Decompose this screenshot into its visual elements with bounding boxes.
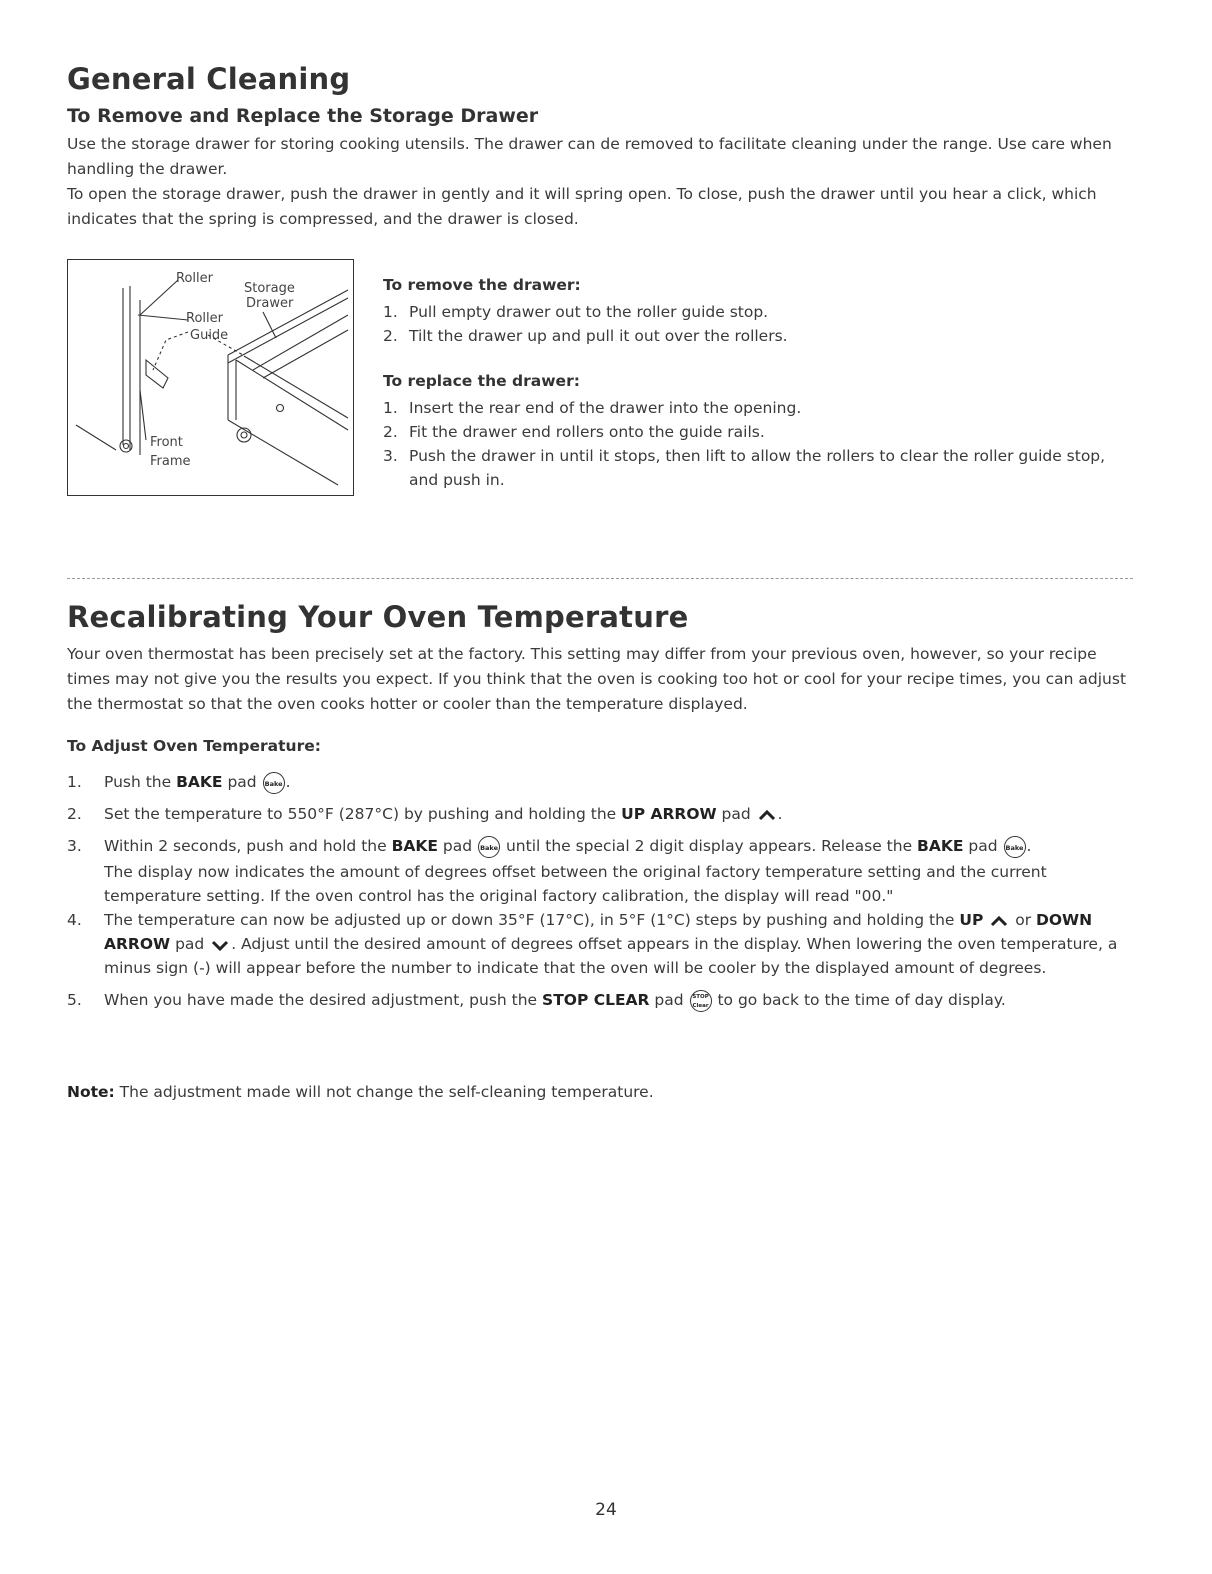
note-text: The adjustment made will not change the self-cleaning temperature.	[114, 1083, 654, 1101]
remove-drawer-heading: To remove the drawer:	[383, 276, 581, 294]
list-item: 1. Insert the rear end of the drawer into the opening.	[383, 399, 802, 417]
list-item: 3. Within 2 seconds, push and hold the BAKE pad Bake until the special 2 digit display appears. Release the BAKE pad Bake . The display now indicates the amount of degrees offset between the original factory temperature setting and the current temperature setting. If the oven control has the original factory calibration, the display will read "00."	[67, 834, 1142, 908]
label-guide: Guide	[190, 328, 229, 343]
list-item: 5. When you have made the desired adjustment, push the STOP CLEAR pad STOP Clear to go back to the time of day display.	[67, 988, 1142, 1012]
bake-pad-icon: Bake	[1004, 836, 1026, 858]
note	[67, 1080, 654, 1104]
label-roller: Roller	[186, 311, 223, 326]
up-key: UP	[959, 911, 984, 929]
down-arrow-key: DOWN ARROW	[104, 911, 1093, 953]
up-arrow-icon	[758, 809, 776, 821]
label-front: Front	[150, 435, 183, 450]
bake-pad-icon: Bake	[263, 772, 285, 794]
label-drawer: Drawer	[246, 296, 294, 311]
stop-clear-pad-icon: STOP Clear	[690, 990, 712, 1012]
stop-clear-key: STOP CLEAR	[542, 991, 650, 1009]
list-item: 1. Push the BAKE pad Bake .	[67, 770, 1142, 794]
recalibrating-intro: Your oven thermostat has been precisely set at the factory. This setting may differ from your previous oven, however, so your recipe times may not give you the results you expect. If you think that the oven is cooking too hot or cool for your recipe times, you can adjust the thermostat so that the oven cooks hotter or cooler than the temperature displayed.	[67, 645, 1127, 713]
storage-drawer-subtitle: To Remove and Replace the Storage Drawer	[67, 105, 539, 127]
general-cleaning-title: General Cleaning	[67, 62, 351, 96]
section-divider	[67, 578, 1133, 579]
down-arrow-icon	[211, 939, 229, 951]
bake-key: BAKE	[391, 837, 438, 855]
list-item: 2. Fit the drawer end rollers onto the guide rails.	[383, 423, 765, 441]
drawer-illustration	[68, 260, 353, 495]
adjust-temperature-heading: To Adjust Oven Temperature:	[67, 737, 321, 755]
list-item: 3. Push the drawer in until it stops, then lift to allow the rollers to clear the roller guide stop, and push in.	[383, 447, 1106, 489]
remove-drawer-steps	[383, 300, 1123, 348]
bake-key: BAKE	[176, 773, 223, 791]
adjust-temperature-steps	[67, 770, 1142, 1020]
label-storage: Storage	[244, 281, 295, 296]
storage-drawer-diagram	[67, 259, 354, 496]
list-item: 1. Pull empty drawer out to the roller guide stop.	[383, 303, 769, 321]
storage-drawer-para-2: To open the storage drawer, push the drawer in gently and it will spring open. To close, push the drawer until you hear a click, which indicates that the spring is compressed, and the drawer is closed.	[67, 185, 1097, 228]
page-number: 24	[595, 1500, 617, 1520]
note-label: Note:	[67, 1083, 115, 1101]
list-item: 4. The temperature can now be adjusted up or down 35°F (17°C), in 5°F (1°C) steps by pushing and holding the UP or DOWN ARROW pad . Adjust until the desired amount of degrees offset appears in the display. When lowering the oven temperature, a minus sign (-) will appear before the number to indicate that the oven will be cooler by the displayed amount of degrees.	[67, 911, 1118, 977]
list-item: 2. Set the temperature to 550°F (287°C) by pushing and holding the UP ARROW pad .	[67, 805, 783, 823]
storage-drawer-para-1: Use the storage drawer for storing cooking utensils. The drawer can de removed to facilitate cleaning under the range. Use care when handling the drawer.	[67, 135, 1112, 178]
up-arrow-icon	[990, 915, 1008, 927]
step-3-detail: The display now indicates the amount of degrees offset between the original factory temperature setting and the current temperature setting. If the oven control has the original factory calibration, the display will read "00."	[104, 863, 1047, 905]
label-frame: Frame	[150, 454, 191, 469]
replace-drawer-steps	[383, 396, 1123, 492]
label-roller-top: Roller	[176, 271, 213, 286]
bake-key: BAKE	[917, 837, 964, 855]
replace-drawer-heading: To replace the drawer:	[383, 372, 580, 390]
bake-pad-icon: Bake	[478, 836, 500, 858]
up-arrow-key: UP ARROW	[621, 805, 717, 823]
list-item: 2. Tilt the drawer up and pull it out over the rollers.	[383, 327, 788, 345]
recalibrating-title: Recalibrating Your Oven Temperature	[67, 600, 689, 634]
